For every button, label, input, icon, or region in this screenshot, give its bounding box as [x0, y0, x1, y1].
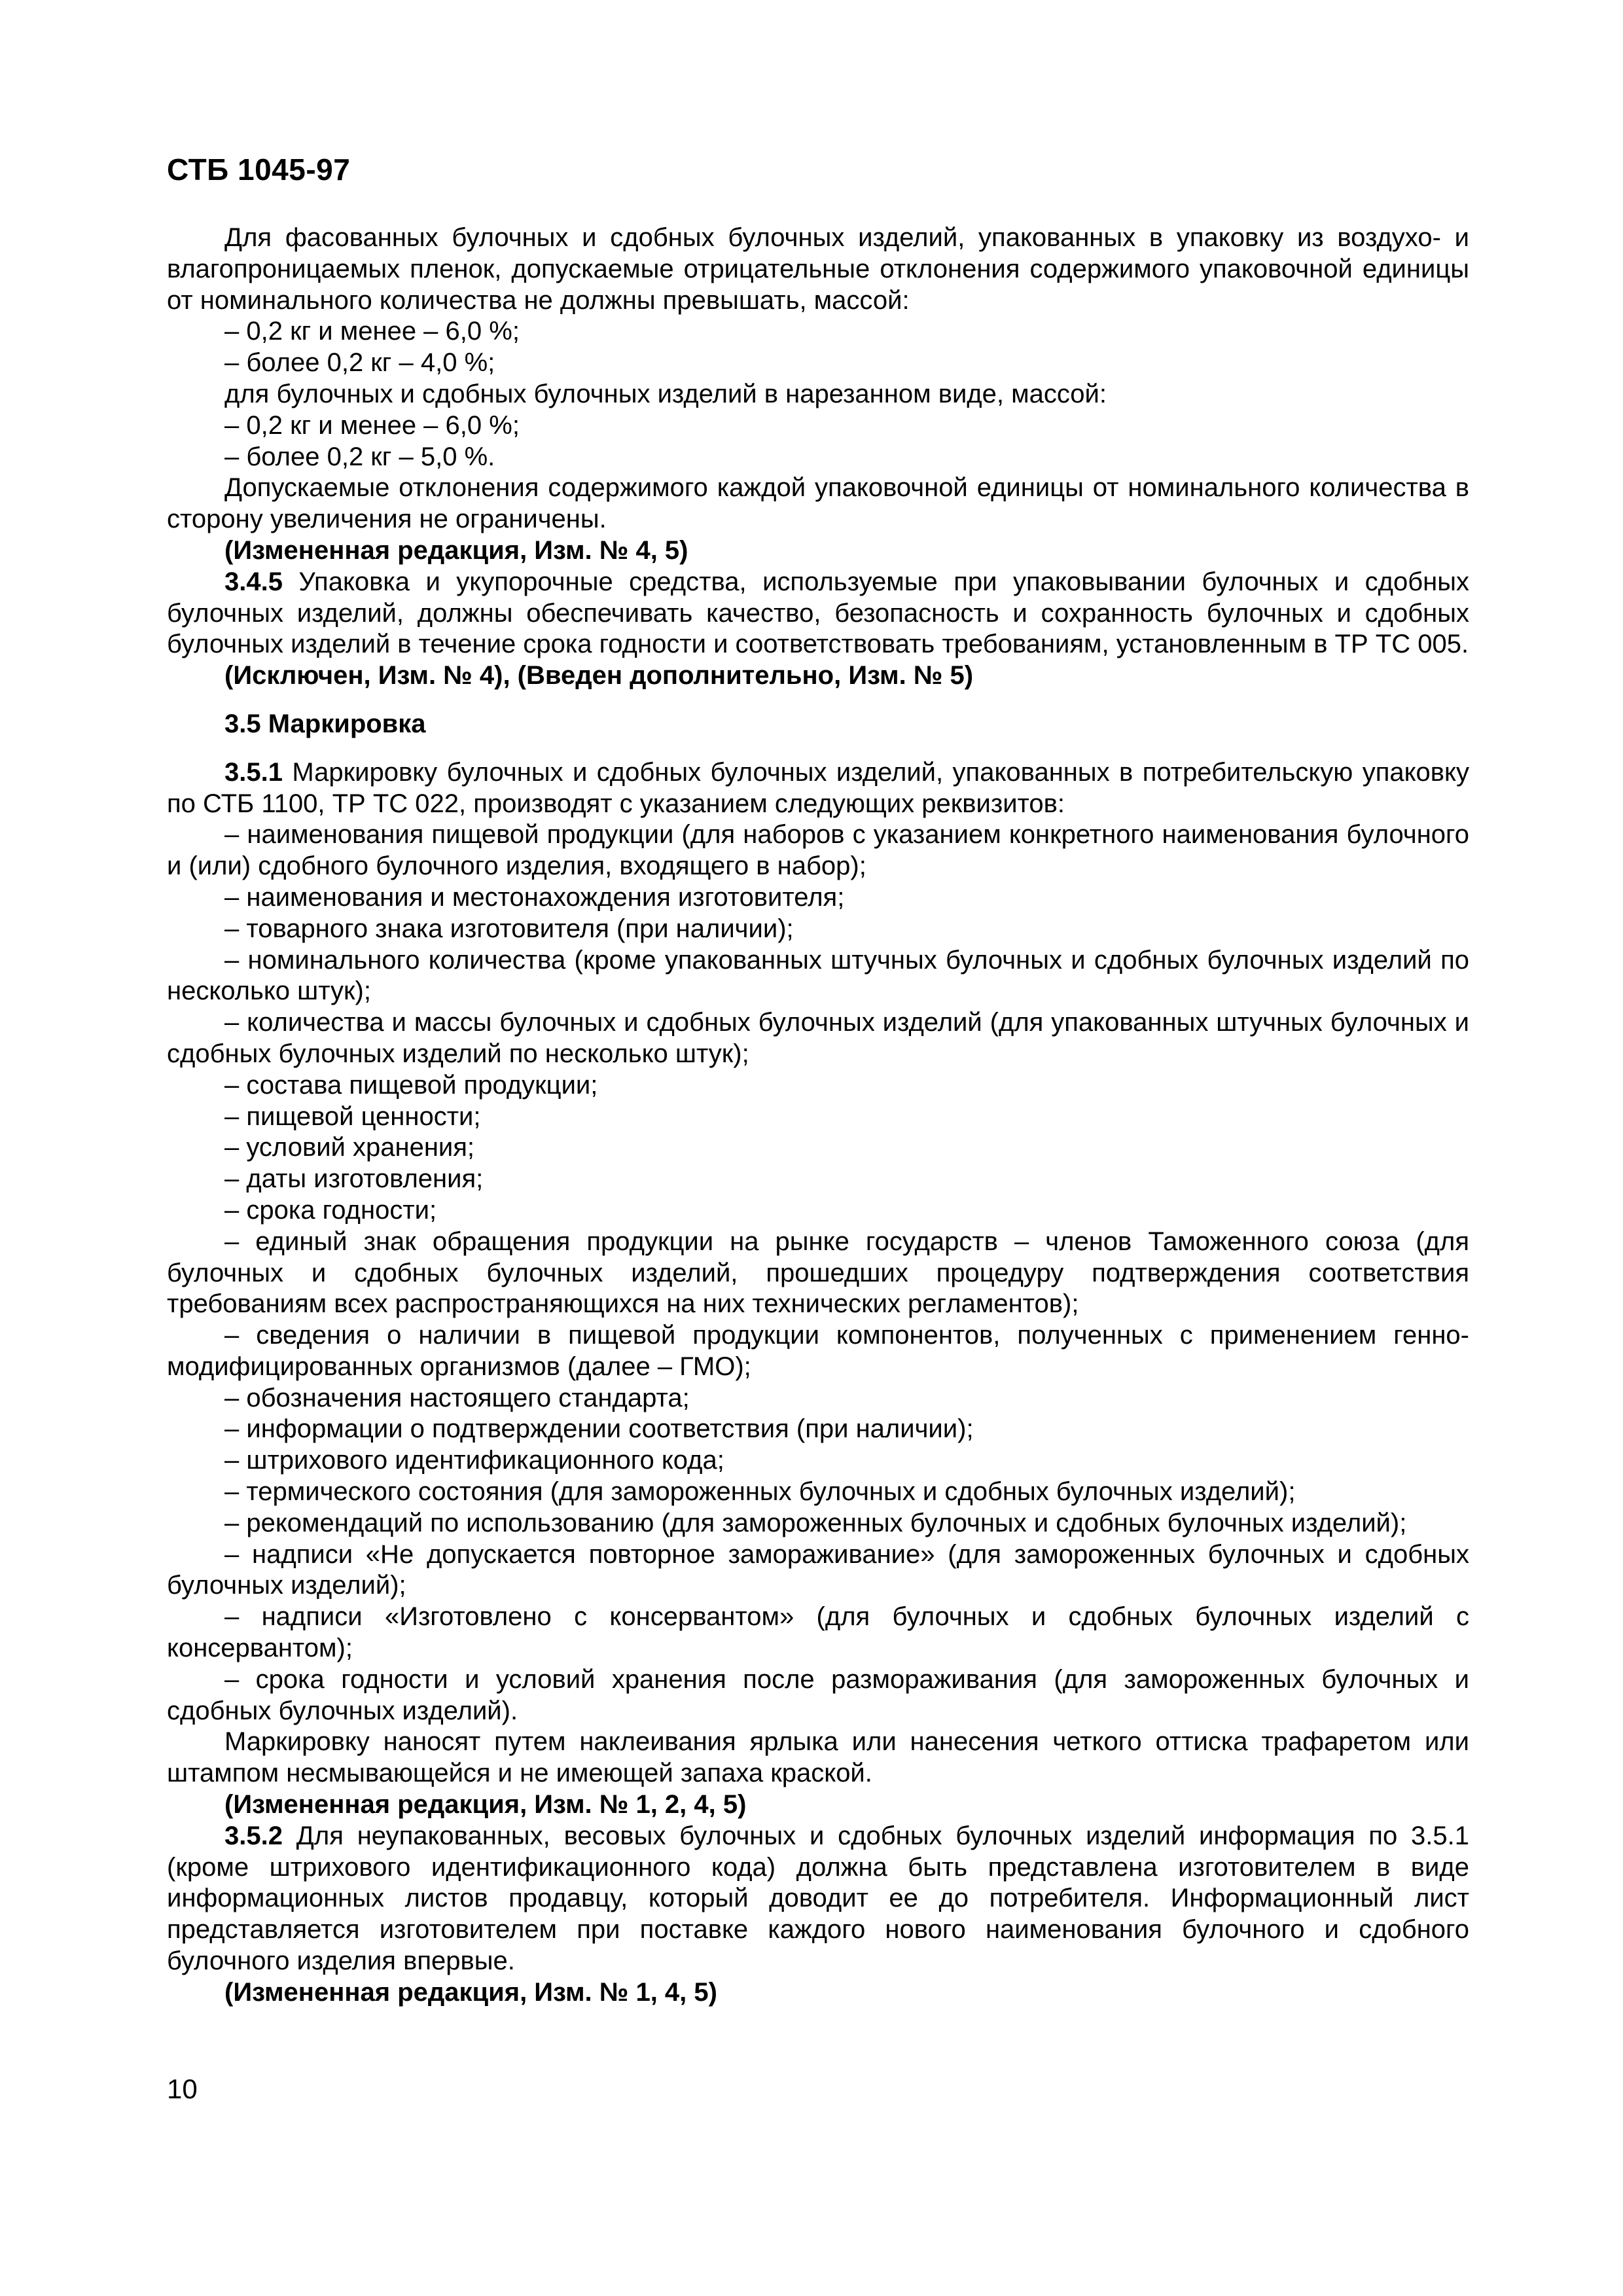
paragraph-positive-deviation: Допускаемые отклонения содержимого каждой упаковочной единицы от номинального количества в сторону увеличения не ограничены. — [167, 473, 1469, 534]
list-item: – 0,2 кг и менее – 6,0 %; — [224, 317, 520, 346]
list-item: – пищевой ценности; — [224, 1102, 481, 1131]
list-item: – рекомендаций по использованию (для замороженных булочных и сдобных булочных изделий); — [224, 1508, 1407, 1537]
list-item: – даты изготовления; — [224, 1164, 484, 1194]
list-item: – штрихового идентификационного кода; — [224, 1446, 724, 1475]
amendment-note: (Исключен, Изм. № 4), (Введен дополнительно, Изм. № 5) — [224, 661, 974, 691]
amendment-note: (Измененная редакция, Изм. № 4, 5) — [224, 535, 688, 565]
list-item: – условий хранения; — [224, 1133, 475, 1162]
list-item: – номинального количества (кроме упакованных штучных булочных и сдобных булочных изделий по несколько штук); — [167, 945, 1469, 1006]
list-item: – надписи «Изготовлено с консервантом» (для булочных и сдобных булочных изделий с консервантом); — [167, 1602, 1469, 1663]
paragraph-tolerances-intro: Для фасованных булочных и сдобных булочных изделий, упакованных в упаковку из воздухо- и влагопроницаемых пленок, допускаемые отрицательные отклонения содержимого упаковочной единицы от номинального количества не должны превышать, массой: — [167, 223, 1469, 315]
clause-number: 3.5.2 — [224, 1821, 283, 1850]
clause-number: 3.4.5 — [224, 567, 283, 596]
list-item: – надписи «Не допускается повторное замораживание» (для замороженных булочных и сдобных булочных изделий); — [167, 1539, 1469, 1600]
list-item: – 0,2 кг и менее – 6,0 %; — [224, 410, 520, 440]
list-item: – обозначения настоящего стандарта; — [224, 1383, 690, 1412]
clause-text: Маркировку булочных и сдобных булочных изделий, упакованных в потребительскую упаковку по СТБ 1100, ТР ТС 022, производят с указанием следующих реквизитов: — [167, 757, 1469, 818]
list-item: – информации о подтверждении соответствия (при наличии); — [224, 1414, 974, 1444]
amendment-note: (Измененная редакция, Изм. № 1, 4, 5) — [224, 1977, 717, 2007]
clause-number: 3.5.1 — [224, 757, 283, 787]
list-item: – срока годности; — [224, 1195, 437, 1225]
list-item: – более 0,2 кг – 5,0 %. — [224, 442, 495, 471]
list-item: – срока годности и условий хранения после размораживания (для замороженных булочных и сдобных булочных изделий). — [167, 1664, 1469, 1725]
clause-3-5-2 — [167, 1821, 1469, 1977]
clause-3-4-5 — [167, 567, 1469, 660]
clause-text: Для неупакованных, весовых булочных и сдобных булочных изделий информация по 3.5.1 (кроме штрихового идентификационного кода) должна быть представлена изготовителем в виде информационных листов продавцу, который доводит ее до потребителя. Информационный лист представляется изготовителем при поставке каждого нового наименования булочного и сдобного булочного изделия впервые. — [167, 1821, 1469, 1976]
list-item: – состава пищевой продукции; — [224, 1070, 598, 1100]
list-item: – единый знак обращения продукции на рынке государств – членов Таможенного союза (для булочных и сдобных булочных изделий, прошедших процедуру подтверждения соответствия требованиям всех распространяющихся на них технических регламентов); — [167, 1227, 1469, 1319]
list-item: – сведения о наличии в пищевой продукции компонентов, полученных с применением генно-модифицированных организмов (далее – ГМО); — [167, 1321, 1469, 1381]
list-item: – более 0,2 кг – 4,0 %; — [224, 348, 495, 378]
paragraph-marking-method: Маркировку наносят путем наклеивания ярлыка или нанесения четкого оттиска трафаретом или штампом несмывающейся и не имеющей запаха краской. — [167, 1727, 1469, 1788]
paragraph-sliced-intro: для булочных и сдобных булочных изделий в нарезанном виде, массой: — [224, 379, 1107, 408]
page-number: 10 — [167, 2073, 198, 2104]
list-item: – товарного знака изготовителя (при наличии); — [224, 914, 794, 943]
list-item: – термического состояния (для замороженных булочных и сдобных булочных изделий); — [224, 1477, 1296, 1507]
section-heading-marking: 3.5 Маркировка — [224, 709, 426, 738]
list-item: – наименования и местонахождения изготовителя; — [224, 882, 845, 912]
clause-3-5-1 — [167, 757, 1469, 820]
amendment-note: (Измененная редакция, Изм. № 1, 2, 4, 5) — [224, 1790, 747, 1820]
document-header: СТБ 1045-97 — [167, 152, 351, 187]
list-item: – наименования пищевой продукции (для наборов с указанием конкретного наименования булочного и (или) сдобного булочного изделия, входящего в набор); — [167, 820, 1469, 881]
list-item: – количества и массы булочных и сдобных булочных изделий (для упакованных штучных булочных и сдобных булочных изделий по несколько штук); — [167, 1008, 1469, 1068]
document-body — [167, 223, 1469, 2009]
clause-text: Упаковка и укупорочные средства, используемые при упаковывании булочных и сдобных булочных изделий, должны обеспечивать качество, безопасность и сохранность булочных и сдобных булочных изделий в течение срока годности и соответствовать требованиям, установленным в ТР ТС 005. — [167, 567, 1469, 659]
